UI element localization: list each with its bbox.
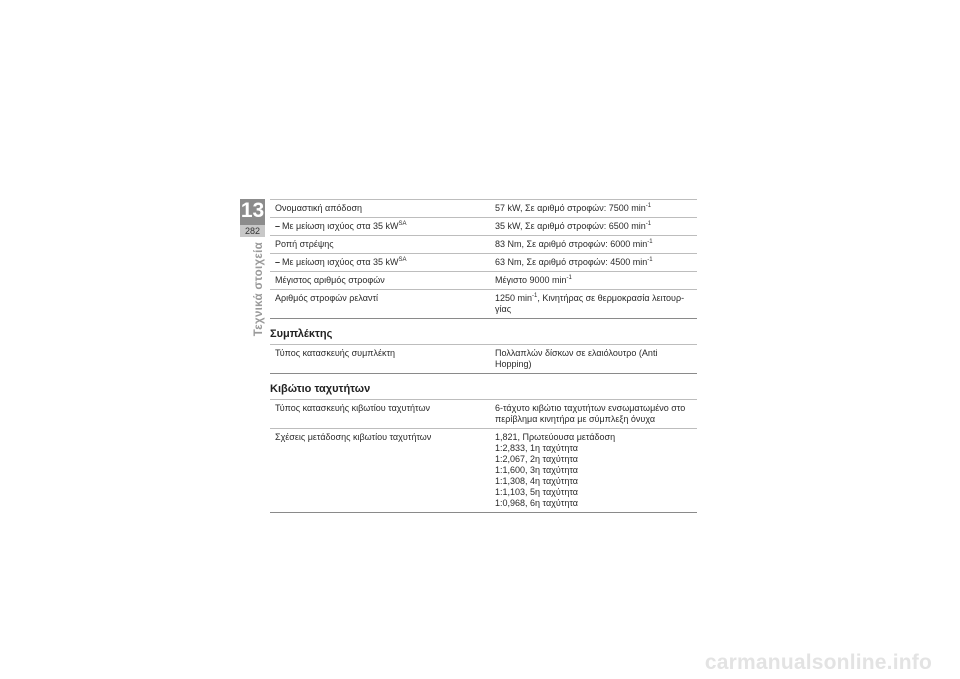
table-row [270,272,697,290]
unit-exponent: -1 [566,275,572,281]
spec-label [270,272,490,290]
spec-value [490,272,697,290]
gearbox-type-line: περίβλημα κινητήρα με σύμπλεξη όνυχα [495,414,656,424]
table-row [270,290,697,319]
special-accessory-mark: SA [398,221,407,227]
gearbox-type-value [490,400,697,429]
spec-value [490,254,697,272]
gear-ratio: 1:1,600, 3η ταχύτητα [495,465,579,475]
table-row [270,345,697,374]
gear-ratio: 1,821, Πρωτεύουσα μετάδοση [495,432,616,442]
spec-label-text: Ονομαστική απόδοση [275,203,363,213]
table-row [270,200,697,218]
gear-ratios-label: Σχέσεις μετάδοσης κιβωτίου ταχυτήτων [275,432,432,442]
page-number: 282 [240,225,265,237]
clutch-heading: Συμπλέκτης [270,328,333,340]
clutch-spec-table [270,344,697,374]
spec-value-text: Μέγιστο 9000 min [495,275,567,285]
spec-value [490,218,697,236]
table-row [270,218,697,236]
unit-exponent: -1 [645,221,652,227]
gear-ratio: 1:1,103, 5η ταχύτητα [495,487,579,497]
spec-label-text: Με μείωση ισχύος στα 35 kW [282,257,399,267]
chapter-title: Τεχνικά στοιχεία [253,242,265,337]
gear-ratio: 1:1,308, 4η ταχύτητα [495,476,579,486]
chapter-number: 13 [240,199,265,222]
unit-exponent: -1 [647,239,653,245]
gear-ratio: 1:0,968, 6η ταχύτητα [495,498,579,508]
spec-label-text: Με μείωση ισχύος στα 35 kW [282,221,399,231]
spec-label [270,254,490,272]
dash-marker: – [275,257,281,267]
spec-label-text: Αριθμός στροφών ρελαντί [275,293,379,303]
table-row [270,400,697,429]
clutch-type-label: Τύπος κατασκευής συμπλέκτη [275,348,396,358]
spec-label-text: Μέγιστος αριθμός στροφών [275,275,385,285]
spec-value-text: 57 kW, Σε αριθμό στροφών: 7500 min [495,203,646,213]
spec-value-line2: γίας [495,304,512,314]
special-accessory-mark: SA [398,257,407,263]
spec-value-text: 63 Nm, Σε αριθμό στροφών: 4500 min [495,257,648,267]
spec-value-text: 1250 min [495,293,533,303]
site-watermark: carmanualsonline.info [704,651,932,674]
spec-value [490,200,697,218]
gearbox-type-label: Τύπος κατασκευής κιβωτίου ταχυτήτων [275,403,430,413]
spec-label [270,290,490,319]
gearbox-heading: Κιβώτιο ταχυτήτων [270,383,371,395]
unit-exponent: -1 [645,203,652,209]
spec-label [270,200,490,218]
unit-exponent: -1 [647,257,653,263]
spec-label-text: Ροπή στρέψης [275,239,334,249]
spec-content [270,199,697,513]
chapter-badge [240,199,265,237]
engine-spec-table [270,199,697,319]
spec-label [270,236,490,254]
table-row [270,429,697,513]
spec-value-text: 35 kW, Σε αριθμό στροφών: 6500 min [495,221,646,231]
spec-value [490,290,697,319]
unit-exponent: -1 [532,293,538,299]
gearbox-type-line: 6-τάχυτο κιβώτιο ταχυτήτων ενσωματωμένο στο [495,403,686,413]
gear-ratio: 1:2,833, 1η ταχύτητα [495,443,579,453]
table-row [270,236,697,254]
gearbox-spec-table [270,399,697,513]
clutch-type-value: Πολλαπλών δίσκων σε ελαιόλουτρο (Anti Hopping) [495,348,658,369]
table-row [270,254,697,272]
spec-value [490,236,697,254]
gear-ratios-value [490,429,697,513]
spec-label [270,218,490,236]
gear-ratio: 1:2,067, 2η ταχύτητα [495,454,579,464]
spec-value-tail: , Κινητήρας σε θερμοκρασία λειτουρ- [537,293,685,303]
dash-marker: – [275,221,281,231]
spec-value-text: 83 Nm, Σε αριθμό στροφών: 6000 min [495,239,648,249]
